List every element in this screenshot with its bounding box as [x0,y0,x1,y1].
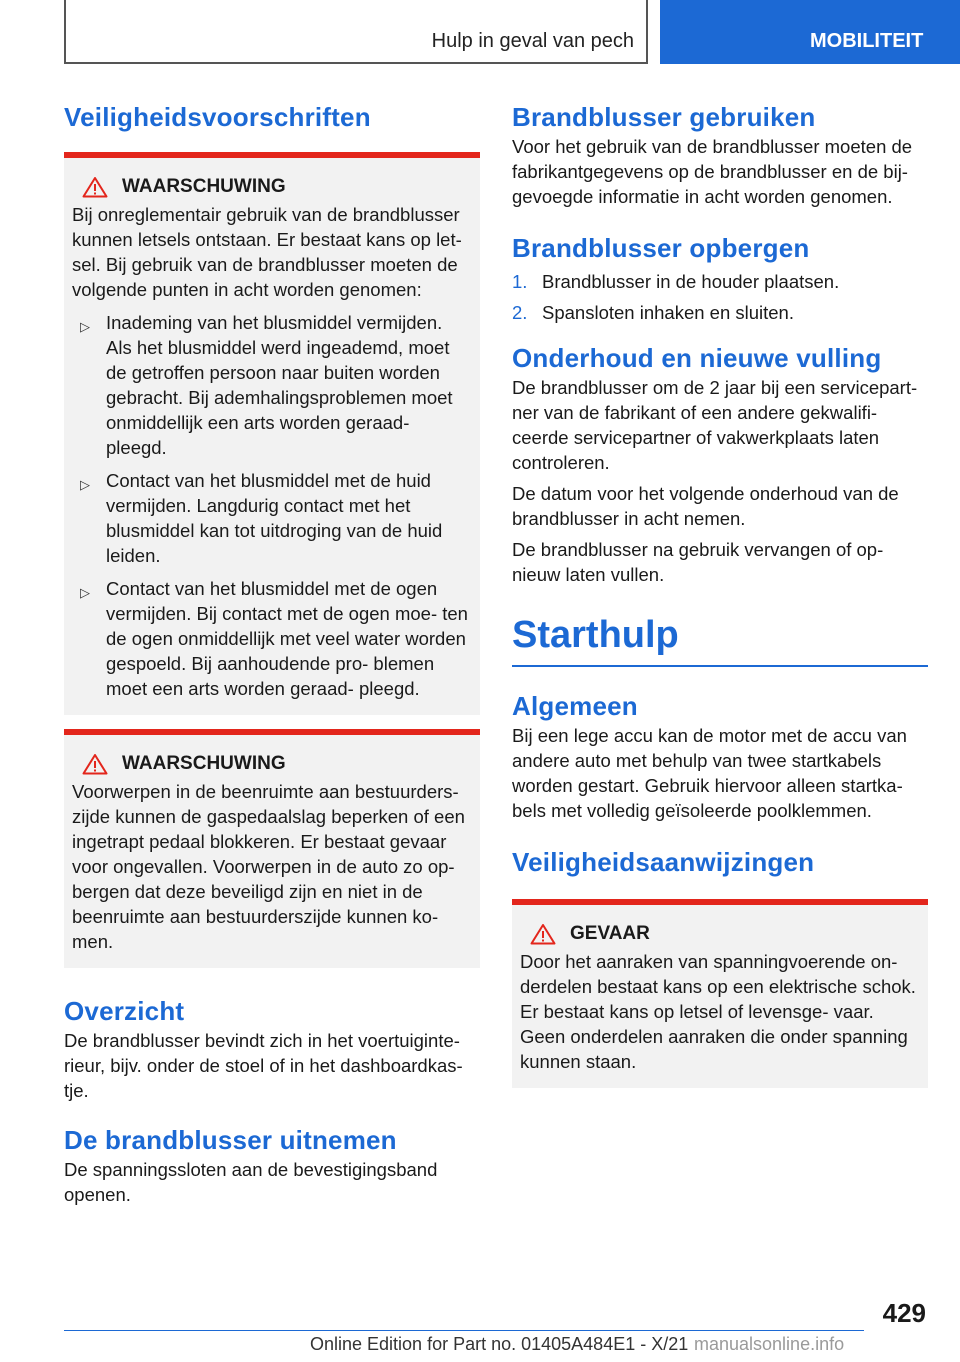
warning-box-extinguisher [64,152,480,715]
warning-text: Voorwerpen in de beenruimte aan bestuurders- zijde kunnen de gaspedaalslag beperken of een ingetrapt pedaal blokkeren. Er bestaat gevaar voor ongevallen. Voorwerpen in de auto zo op- bergen dat deze beveiligd zijn en niet in de beenruimte aan bestuurderszijde kunnen ko- men. [72,781,465,952]
maintenance-paragraph: De datum voor het volgende onderhoud van de brandblusser in acht nemen. [512,483,899,529]
danger-box [512,899,928,1088]
running-header [64,0,648,64]
list-item: ▷ Contact van het blusmiddel met de huid vermijden. Langdurig contact met het blusmiddel kan tot uitdroging van de huid leiden. [80,470,443,566]
watermark: manualsonline.info [694,1334,845,1354]
heading-store-extinguisher: Brandblusser opbergen [512,233,810,263]
list-item: ▷ Contact van het blusmiddel met de ogen vermijden. Bij contact met de ogen moe- ten de ogen onmiddellijk met veel water worden gespoeld. Bij aanhoudende pro- blemen moet een arts worden geraad- pleegd. [80,578,468,699]
list-item [512,300,928,325]
heading-overview: Overzicht [64,996,185,1026]
warning-bullet-list [72,310,472,701]
triangle-bullet-icon: ▷ [80,585,90,600]
heading-safety-tips: Veiligheidsaanwijzingen [512,847,815,877]
step-text: Spansloten inhaken en sluiten. [542,302,794,323]
maintenance-paragraph: De brandblusser na gebruik vervangen of op- nieuw laten vullen. [512,539,884,585]
chapter-heading-starthulp: Starthulp [512,611,928,667]
general-text: Bij een lege accu kan de motor met de accu van andere auto met behulp van twee startkabels worden gestart. Gebruik hiervoor alleen startka- bels met volledig geïsoleerde poolklemmen. [512,725,907,821]
warning-label: WAARSCHUWING [122,753,286,774]
list-item [512,269,928,294]
page-number: 429 [882,1298,926,1328]
overview-text: De brandblusser bevindt zich in het voertuiginte- rieur, bijv. onder de stoel of in het dashboardkas- tje. [64,1030,463,1101]
remove-text: De spanningssloten aan de bevestigingsband openen. [64,1159,438,1205]
heading-safety-rules: Veiligheidsvoorschriften [64,102,371,132]
warning-triangle-icon [530,923,556,945]
store-steps [512,269,928,325]
warning-header [72,753,472,775]
danger-header [520,923,920,945]
step-text: Brandblusser in de houder plaatsen. [542,271,840,292]
step-number: 1. [512,271,528,292]
danger-label: GEVAAR [570,923,650,944]
warning-label: WAARSCHUWING [122,176,286,197]
heading-use-extinguisher: Brandblusser gebruiken [512,102,816,132]
step-number: 2. [512,302,528,323]
chapter-tab-label: MOBILITEIT [810,30,924,52]
warning-header [72,176,472,198]
triangle-bullet-icon: ▷ [80,477,90,492]
heading-general: Algemeen [512,691,638,721]
heading-remove-extinguisher: De brandblusser uitnemen [64,1125,397,1155]
triangle-bullet-icon: ▷ [80,319,90,334]
warning-box-footwell [64,729,480,968]
maintenance-paragraph: De brandblusser om de 2 jaar bij een servicepart- ner van de fabrikant of een andere gekwalifi- ceerde servicepartner of vakwerkplaats laten controleren. [512,377,918,473]
warning-triangle-icon [82,753,108,775]
heading-maintenance: Onderhoud en nieuwe vulling [512,343,882,373]
footer-rule [64,1330,864,1331]
left-column [64,100,480,1207]
list-item: ▷ Inademing van het blusmiddel vermijden. Als het blusmiddel werd ingeademd, moet de getroffen persoon naar buiten worden gebracht. Bij ademhalingsproblemen moet onmiddellijk een arts worden geraad- pleegd. [80,312,453,458]
warning-intro: Bij onreglementair gebruik van de brandblusser kunnen letsels ontstaan. Er bestaat kans op let- sel. Bij gebruik van de brandblusser moeten de volgende punten in acht worden genomen: [72,204,462,300]
footer-edition: Online Edition for Part no. 01405A484E1 - X/21 [310,1334,689,1354]
chapter-tab [660,0,960,64]
warning-triangle-icon [82,176,108,198]
section-title: Hulp in geval van pech [431,30,634,52]
danger-text: Door het aanraken van spanningvoerende on- derdelen bestaat kans op een elektrische schok. Er bestaat kans op letsel of levensge- vaar. Geen onderdelen aanraken die onder spanning kunnen staan. [520,951,916,1072]
right-column [512,100,928,1088]
use-text: Voor het gebruik van de brandblusser moeten de fabrikantgegevens op de brandblusser en de bij- gevoegde informatie in acht worden genomen. [512,136,913,207]
